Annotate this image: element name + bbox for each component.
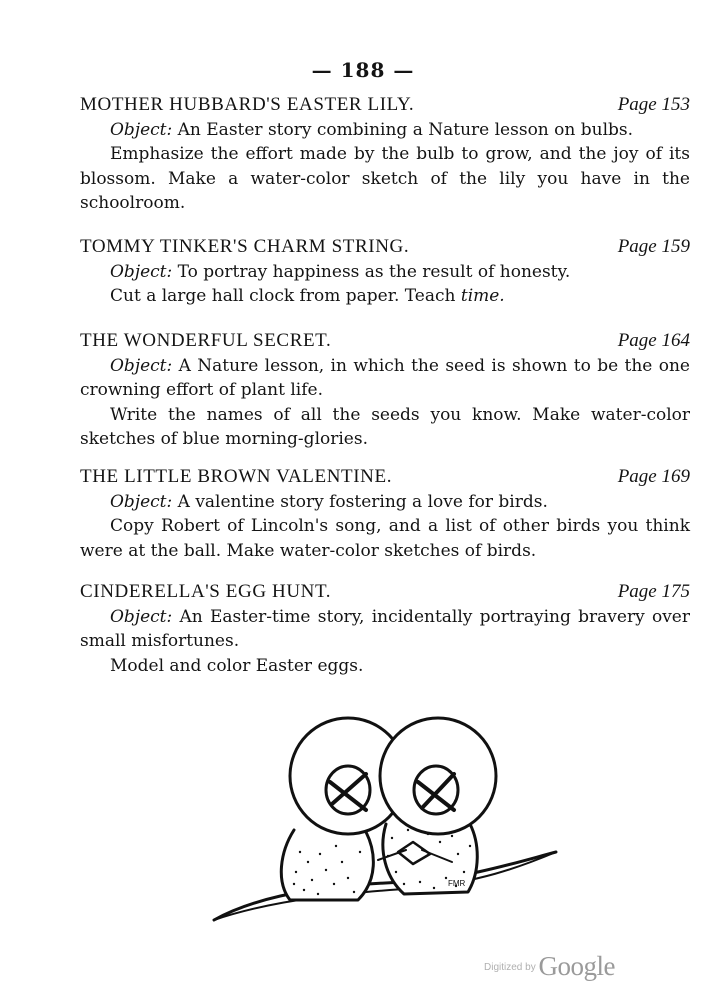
object-label: Object: (110, 355, 173, 376)
object-label: Object: (110, 261, 173, 282)
activity-text: Copy Robert of Lincoln's song, and a list of other birds you think were at the ball. Make water-color sketches of birds. (80, 516, 690, 561)
page-reference: Page 175 (617, 581, 690, 602)
story-title: THE WONDERFUL SECRET. (80, 330, 332, 351)
object-label: Object: (110, 606, 173, 627)
left-child-body (281, 830, 373, 900)
object-label: Object: (110, 491, 173, 512)
object-line (80, 118, 690, 143)
right-hat (380, 718, 496, 834)
activity-line (80, 284, 690, 309)
object-text: A valentine story fostering a love for birds. (177, 491, 548, 512)
page-reference: Page 164 (617, 330, 690, 351)
story-entry (80, 93, 690, 216)
story-title: THE LITTLE BROWN VALENTINE. (80, 466, 393, 487)
artist-signature: FMR (448, 879, 466, 888)
page-reference: Page 153 (617, 94, 690, 115)
google-logo: Google (538, 951, 615, 981)
object-text: An Easter story combining a Nature lesson on bulbs. (177, 119, 634, 140)
story-title: MOTHER HUBBARD'S EASTER LILY. (80, 94, 415, 115)
story-entry (80, 580, 690, 678)
activity-emphasis: time. (460, 286, 505, 306)
object-text: To portray happiness as the result of honesty. (177, 261, 571, 282)
page-reference: Page 169 (617, 466, 690, 487)
object-text: A Nature lesson, in which the seed is shown to be the one crowning effort of plant life. (80, 355, 690, 400)
digitized-by-google-watermark (484, 951, 615, 982)
object-line (80, 490, 690, 515)
story-title: TOMMY TINKER'S CHARM STRING. (80, 236, 410, 257)
object-label: Object: (110, 119, 173, 140)
story-entry (80, 235, 690, 309)
page-number: — 188 — (311, 58, 415, 82)
object-line (80, 354, 690, 403)
activity-text: Model and color Easter eggs. (110, 655, 364, 676)
activity-text: Cut a large hall clock from paper. Teach (110, 286, 456, 306)
story-entry (80, 329, 690, 452)
watermark-prefix: Digitized by (484, 962, 536, 973)
children-on-branch-illustration (208, 712, 560, 938)
story-entry (80, 465, 690, 563)
object-text: An Easter-time story, incidentally portraying bravery over small misfortunes. (80, 606, 690, 651)
activity-text: Emphasize the effort made by the bulb to grow, and the joy of its blossom. Make a water-color sketch of the lily you have in the schoolroom. (80, 144, 690, 213)
activity-text: Write the names of all the seeds you know. Make water-color sketches of blue morning-glories. (80, 404, 690, 449)
story-title: CINDERELLA'S EGG HUNT. (80, 581, 332, 602)
object-line (80, 260, 690, 285)
page-reference: Page 159 (617, 236, 690, 257)
object-line (80, 605, 690, 654)
